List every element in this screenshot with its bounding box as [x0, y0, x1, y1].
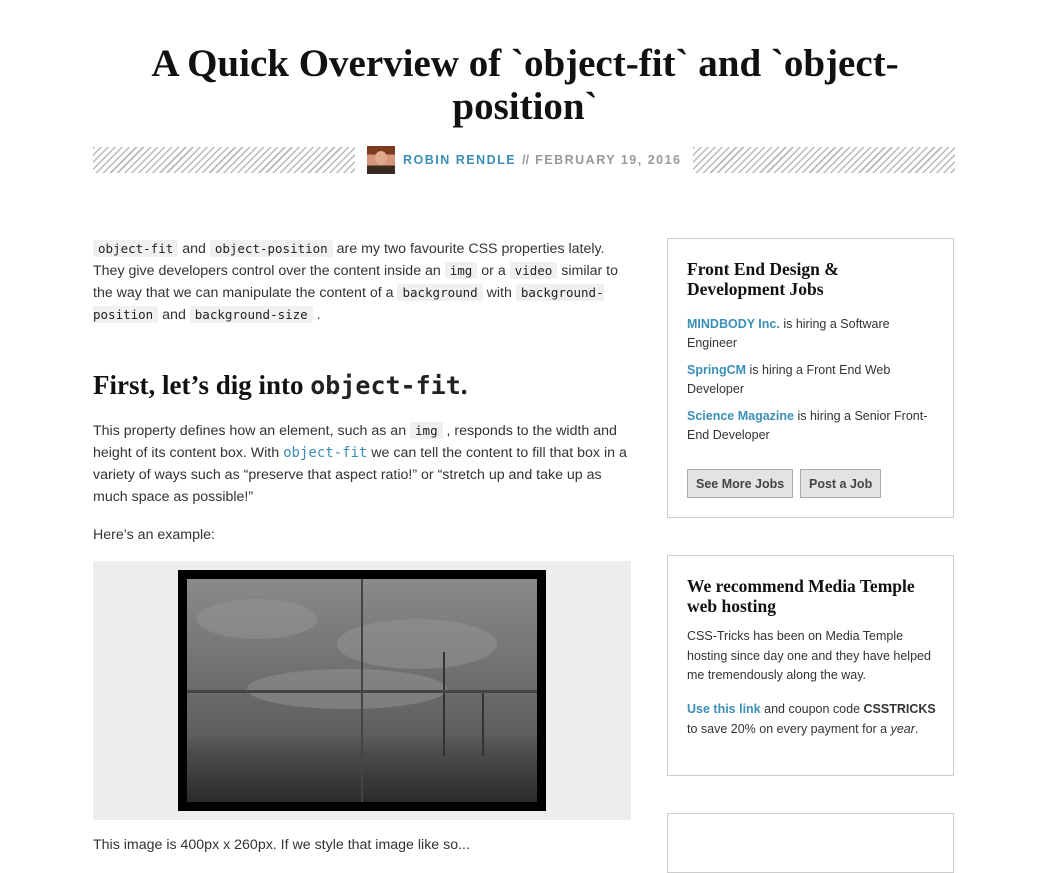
coupon-code: CSSTRICKS [863, 702, 936, 716]
hosting-body: CSS-Tricks has been on Media Temple hosting since day one and they have helped me tremendously along the way. [687, 629, 931, 682]
example-image [187, 579, 537, 802]
job-text: is hiring a Senior Front-End Developer [687, 409, 928, 442]
hosting-coupon [687, 700, 937, 739]
grid-line-horizontal [187, 690, 537, 693]
author-link[interactable]: ROBIN RENDLE [403, 153, 517, 167]
inline-code: img [445, 262, 478, 279]
inline-code: background-position [93, 285, 604, 322]
sidebar-widget-empty [667, 813, 954, 873]
text-run: with [482, 285, 516, 301]
jobs-widget [667, 238, 954, 518]
hosting-widget [667, 555, 954, 776]
intro-paragraph [93, 238, 633, 326]
heading-text: First, let’s dig into [93, 370, 311, 400]
radio-tower-shape [443, 652, 445, 762]
radio-tower-shape [482, 692, 484, 762]
text-run: . [914, 721, 919, 736]
inline-code: object-fit [93, 240, 178, 257]
section-heading [93, 370, 468, 401]
job-listing [687, 361, 942, 399]
cloud-shape [197, 599, 317, 639]
object-fit-paragraph [93, 420, 633, 508]
job-company-link[interactable]: MINDBODY Inc. [687, 317, 780, 331]
heading-end: . [460, 370, 468, 400]
example-label: Here’s an example: [93, 527, 215, 543]
image-size-paragraph: This image is 400px x 260px. If we style that image like so... [93, 837, 470, 853]
job-listing [687, 407, 942, 445]
inline-code: background [397, 284, 482, 301]
see-more-jobs-button[interactable]: See More Jobs [687, 469, 793, 498]
byline-hatch-left [93, 147, 355, 173]
text-run: similar to the way that we can manipulate the content of a [93, 263, 619, 301]
emphasis: year [890, 721, 915, 736]
image-frame [178, 570, 546, 811]
text-run: or a [477, 263, 510, 279]
job-company-link[interactable]: SpringCM [687, 363, 747, 377]
job-listing [687, 315, 942, 353]
post-job-button[interactable]: Post a Job [800, 469, 881, 498]
text-run: and [178, 241, 210, 257]
jobs-title: Front End Design & Development Jobs [687, 259, 839, 299]
text-run: are my two favourite CSS properties lately. They give developers control over the content inside an [93, 241, 605, 279]
inline-code: object-position [210, 240, 333, 257]
inline-code: video [510, 262, 558, 279]
cloud-shape [247, 669, 447, 709]
byline [367, 145, 682, 175]
text-run: This property defines how an element, such as an [93, 423, 411, 439]
text-run: to save 20% on every payment for a [687, 721, 891, 736]
author-avatar[interactable] [367, 146, 395, 174]
text-run: and coupon code [760, 702, 864, 716]
inline-code: background-size [190, 306, 313, 323]
text-run: , responds to the width and height of its content box. With [93, 423, 617, 461]
job-text: is hiring a Software Engineer [687, 317, 890, 350]
object-fit-link[interactable] [283, 445, 367, 461]
hosting-title: We recommend Media Temple web hosting [687, 576, 915, 616]
text-run: . [312, 307, 321, 323]
page-title: A Quick Overview of `object-fit` and `object-position` [151, 42, 899, 128]
job-company-link[interactable]: Science Magazine [687, 409, 794, 423]
publish-date: FEBRUARY 19, 2016 [535, 153, 682, 167]
example-figure [93, 561, 631, 820]
text-run: and [158, 307, 190, 323]
inline-code: img [410, 422, 443, 439]
job-text: is hiring a Front End Web Developer [687, 363, 891, 396]
link-code: object-fit [283, 445, 368, 461]
byline-hatch-right [693, 147, 955, 173]
byline-separator: // [522, 153, 530, 167]
hosting-link[interactable]: Use this link [687, 702, 761, 716]
heading-code: object-fit [310, 371, 461, 400]
text-run: we can tell the content to fill that box in a variety of ways such as “preserve that aspect ratio!” or “stretch up and take up as much space as possible!” [93, 445, 627, 505]
